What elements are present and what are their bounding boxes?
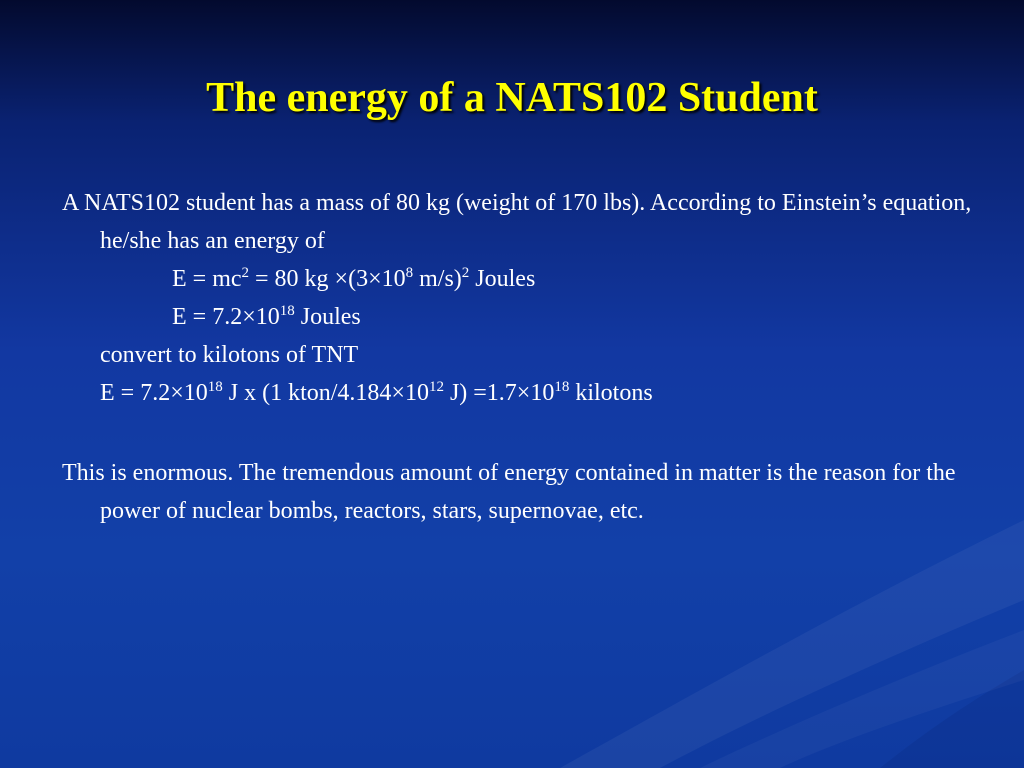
eq1-exponent-c: 2 (241, 265, 250, 281)
eq3-part-a: E = 7.2×10 (100, 380, 208, 406)
eq1-part-a: E = mc (172, 266, 242, 292)
eq3-part-b: J x (1 kton/4.184×10 (222, 380, 429, 406)
eq3-exponent-1: 18 (207, 379, 223, 395)
intro-paragraph: A NATS102 student has a mass of 80 kg (weight of 170 lbs). According to Einstein’s equation, he/she has an energy of (62, 190, 972, 254)
eq2-part-a: E = 7.2×10 (172, 304, 280, 330)
eq2-part-b: Joules (294, 304, 361, 330)
eq1-exponent-square: 2 (461, 265, 470, 281)
eq1-part-b: = 80 kg ×(3×10 (249, 266, 406, 292)
slide-content (62, 184, 972, 530)
eq2-exponent: 18 (279, 303, 295, 319)
eq3-exponent-3: 18 (554, 379, 570, 395)
conclusion-paragraph: This is enormous. The tremendous amount of energy contained in matter is the reason for the power of nuclear bombs, reactors, stars, supernovae, etc. (62, 460, 956, 524)
convert-text: convert to kilotons of TNT (100, 342, 359, 368)
slide-title: The energy of a NATS102 Student (206, 75, 818, 121)
spacer (62, 412, 972, 454)
eq3-part-c: J) =1.7×10 (443, 380, 555, 406)
eq3-exponent-2: 12 (428, 379, 444, 395)
eq3-part-d: kilotons (569, 380, 653, 406)
eq1-exponent-8: 8 (405, 265, 414, 281)
equation-kilotons (62, 374, 972, 412)
eq1-part-c: m/s) (413, 266, 462, 292)
equation-energy-result (62, 298, 972, 336)
eq1-part-d: Joules (469, 266, 536, 292)
equation-mass-energy (62, 260, 972, 298)
